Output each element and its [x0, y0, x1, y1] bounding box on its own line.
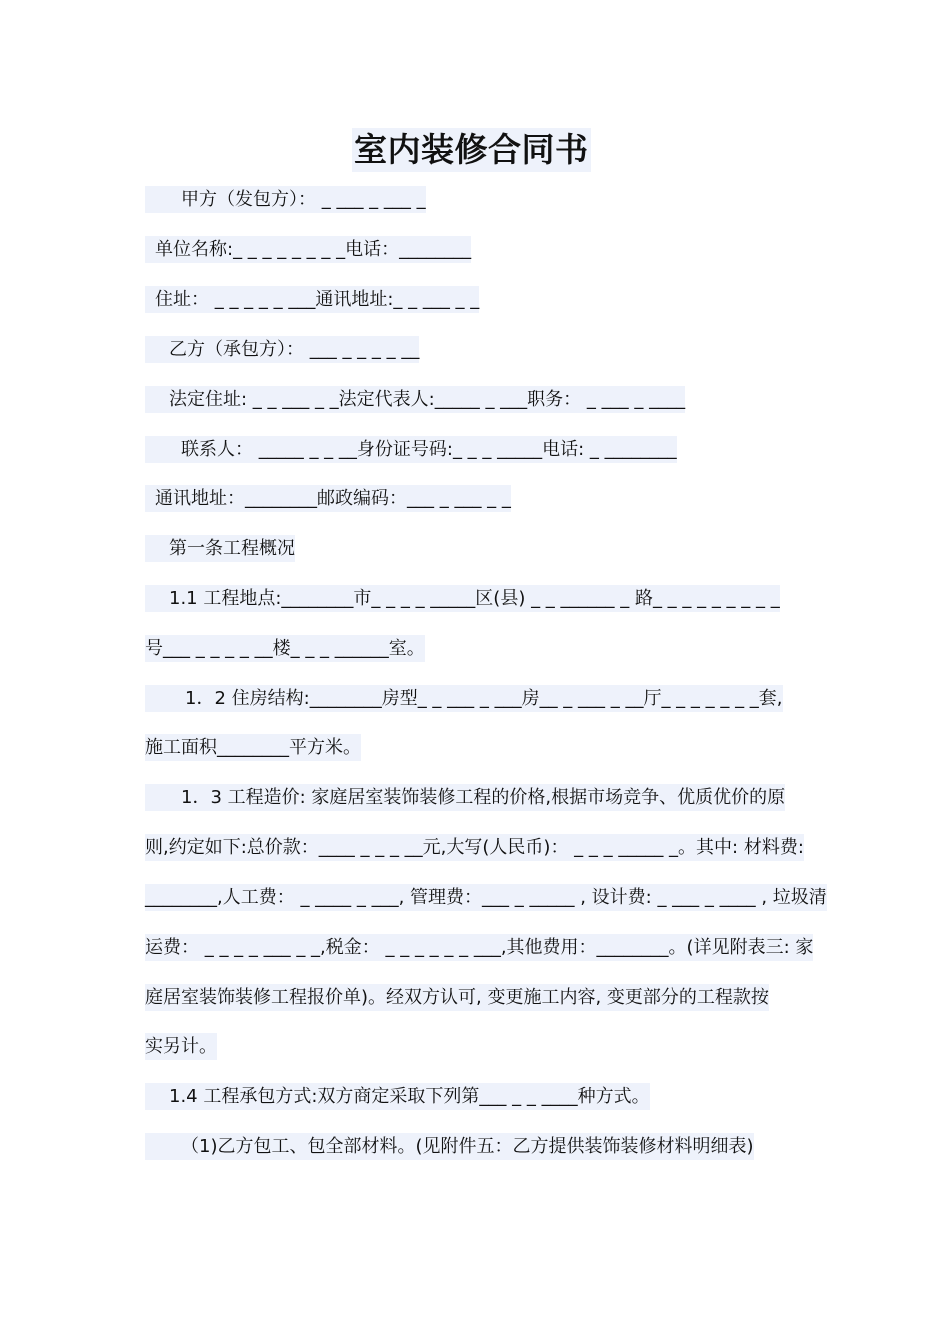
contact-line: 联系人： _____ _ _ __身份证号码:_ _ _ _____电话: _ ________ [145, 436, 677, 463]
address-line: 住址： _ _ _ _ _ ___通讯地址:_ _ ___ _ _ [145, 286, 479, 313]
document-title: 室内装修合同书 [352, 128, 591, 172]
article-one-heading: 第一条工程概况 [145, 535, 295, 562]
clause-1-3-line-5: 庭居室装饰装修工程报价单)。经双方认可, 变更施工内容, 变更部分的工程款按 [145, 984, 769, 1011]
option-1-line: （1)乙方包工、包全部材料。(见附件五：乙方提供装饰装修材料明细表) [145, 1133, 754, 1160]
party-b-line: 乙方（承包方）： ___ _ _ _ _ __ [145, 336, 419, 363]
postal-address-line: 通讯地址：________邮政编码：___ _ ___ _ _ [145, 485, 511, 512]
legal-address-line: 法定住址: _ _ ___ _ _法定代表人:_____ _ ___职务： _ ___ _ ____ [145, 386, 685, 413]
clause-1-3-line: 1．3 工程造价: 家庭居室装饰装修工程的价格,根据市场竞争、优质优价的原 [145, 784, 785, 811]
clause-1-1-continuation: 号___ _ _ _ _ __楼_ _ _ ______室。 [145, 635, 425, 662]
clause-1-3-line-6: 实另计。 [145, 1033, 217, 1060]
clause-1-2-line: 1．2 住房结构:________房型_ _ ___ _ ___房__ _ ___ _ __厅_ _ _ _ _ _ _套, [145, 685, 783, 712]
clause-1-3-line-4: 运费： _ _ _ _ ___ _ _,税金： _ _ _ _ _ _ ___,其他费用：________。(详见附表三: 家 [145, 934, 813, 961]
clause-1-3-line-3: ________,人工费： _ ____ _ ___, 管理费：___ _ _____ , 设计费: _ ___ _ ____ , 垃圾清 [145, 884, 827, 911]
unit-name-phone-line: 单位名称:_ _ _ _ _ _ _ _电话：________ [145, 236, 471, 263]
clause-1-1-line: 1.1 工程地点:________市_ _ _ _ _____区(县) _ _ ______ _ 路_ _ _ _ _ _ _ _ _ [145, 585, 780, 612]
party-a-line: 甲方（发包方）： _ ___ _ ___ _ [145, 186, 426, 213]
clause-1-3-line-2: 则,约定如下:总价款：____ _ _ _ __元,大写(人民币)： _ _ _ _____ _。其中: 材料费: [145, 834, 804, 861]
clause-1-2-continuation: 施工面积________平方米。 [145, 734, 361, 761]
clause-1-4-line: 1.4 工程承包方式:双方商定采取下列第___ _ _ ____种方式。 [145, 1083, 650, 1110]
